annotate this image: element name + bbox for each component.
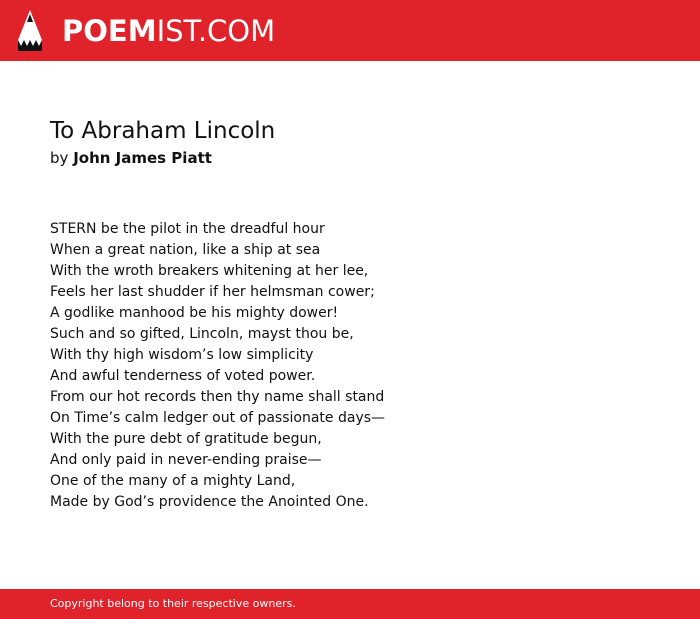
poem-line: And only paid in never-ending praise— xyxy=(50,452,322,468)
poem-line: With thy high wisdom’s low simplicity xyxy=(50,347,314,363)
poem-line: STERN be the pilot in the dreadful hour xyxy=(50,221,325,237)
site-footer xyxy=(0,589,700,619)
poem-body xyxy=(50,219,385,513)
logo-light-part: IST.COM xyxy=(156,14,276,48)
poem-line: A godlike manhood be his mighty dower! xyxy=(50,305,339,321)
poem-line: From our hot records then thy name shall stand xyxy=(50,389,385,405)
poem-line: And awful tenderness of voted power. xyxy=(50,368,316,384)
poem-line: Such and so gifted, Lincoln, mayst thou be, xyxy=(50,326,354,342)
site-logo-text[interactable] xyxy=(62,13,275,49)
copyright-text: Copyright belong to their respective owners. xyxy=(50,597,296,610)
poem-line: On Time’s calm ledger out of passionate days— xyxy=(50,410,386,426)
byline xyxy=(50,148,212,168)
poem-line: When a great nation, like a ship at sea xyxy=(50,242,321,258)
pencil-tip-icon[interactable] xyxy=(17,10,43,51)
poem-line: With the wroth breakers whitening at her lee, xyxy=(50,263,369,279)
poem-title: To Abraham Lincoln xyxy=(50,118,276,144)
poem-line: With the pure debt of gratitude begun, xyxy=(50,431,322,447)
byline-prefix: by xyxy=(50,149,69,167)
logo-bold-part: POEM xyxy=(62,14,157,48)
poem-line: Feels her last shudder if her helmsman cower; xyxy=(50,284,375,300)
site-header xyxy=(0,0,700,61)
poem-line: One of the many of a mighty Land, xyxy=(50,473,296,489)
poem-line: Made by God’s providence the Anointed One. xyxy=(50,494,369,510)
author-name: John James Piatt xyxy=(73,149,212,167)
